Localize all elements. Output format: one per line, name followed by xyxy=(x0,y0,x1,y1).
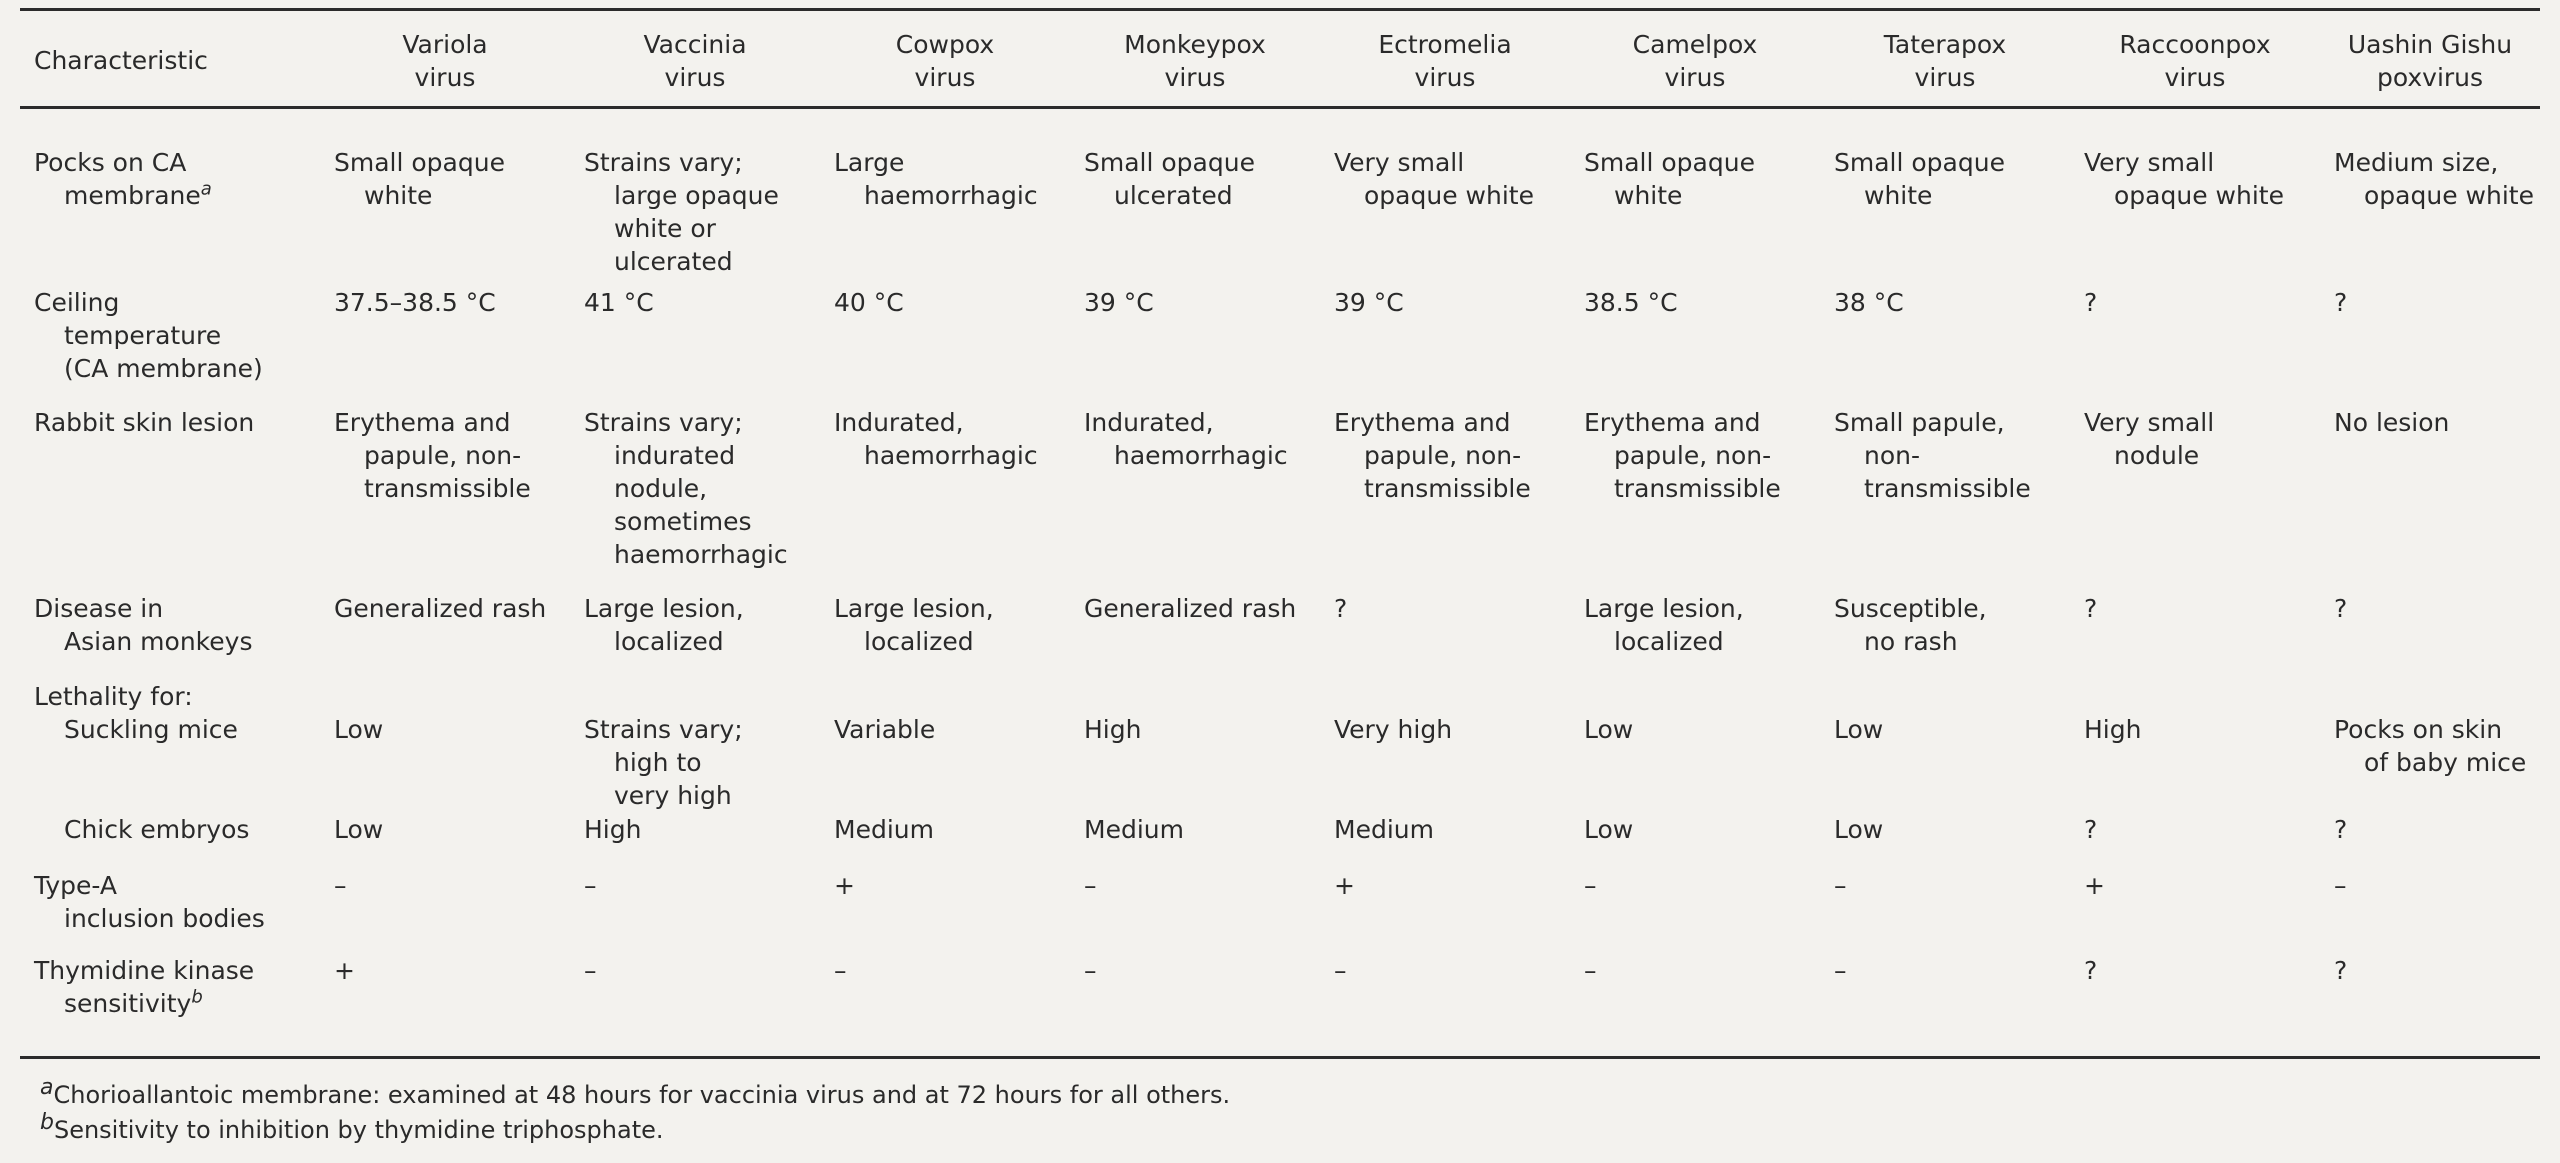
table-cell: ? xyxy=(1334,594,1348,623)
table-cell: Indurated, haemorrhagic xyxy=(834,408,1038,470)
table-cell: No lesion xyxy=(2334,408,2450,437)
table-cell: + xyxy=(334,956,355,985)
table-cell: Low xyxy=(1584,815,1634,844)
table-cell: Large lesion, localized xyxy=(1584,594,1744,656)
table-cell: Erythema and papule, non- transmissible xyxy=(1334,408,1531,503)
table-cell: + xyxy=(834,871,855,900)
table-cell: Medium xyxy=(834,815,934,844)
table-cell: Large haemorrhagic xyxy=(834,148,1038,210)
table-cell: + xyxy=(2084,871,2105,900)
footnote-text: Chorioallantoic membrane: examined at 48 hours for vaccinia virus and at 72 hours for all others. xyxy=(53,1081,1231,1109)
table-row xyxy=(20,680,2540,713)
footnote-marker: b xyxy=(40,1110,54,1135)
column-header: Monkeypox virus xyxy=(1124,30,1266,92)
footnote-marker: b xyxy=(191,986,203,1008)
table-cell: 37.5–38.5 °C xyxy=(334,288,496,317)
table-cell: Strains vary; indurated nodule, sometimes haemorrhagic xyxy=(584,408,788,569)
table-cell xyxy=(1320,680,1570,713)
table-cell: Erythema and papule, non- transmissible xyxy=(1584,408,1781,503)
table-cell xyxy=(570,680,820,713)
footnote-marker: a xyxy=(40,1075,54,1100)
row-label: Disease in Asian monkeys xyxy=(34,594,253,656)
table-cell xyxy=(1820,680,2070,713)
row-label: Pocks on CA membrane$^a$ xyxy=(34,148,212,210)
table-cell: – xyxy=(584,871,597,900)
table-cell: Susceptible, no rash xyxy=(1834,594,1987,656)
table-cell: Large lesion, localized xyxy=(584,594,744,656)
column-header: Cowpox virus xyxy=(895,30,995,92)
table-cell: – xyxy=(2334,871,2347,900)
top-rule xyxy=(20,8,2540,11)
table-cell: Medium xyxy=(1084,815,1184,844)
document-page xyxy=(20,0,2540,1163)
table-row xyxy=(20,406,2540,592)
table-cell: Generalized rash xyxy=(1084,594,1297,623)
column-header: Vaccinia virus xyxy=(643,30,747,92)
column-header: Camelpox virus xyxy=(1632,30,1758,92)
table-cell xyxy=(2320,680,2540,713)
table-cell: Low xyxy=(334,815,384,844)
table-cell: + xyxy=(1334,871,1355,900)
row-label: Suckling mice xyxy=(64,715,238,744)
table-cell: Large lesion, localized xyxy=(834,594,994,656)
table-cell: 39 °C xyxy=(1084,288,1154,317)
table-cell: Medium xyxy=(1334,815,1434,844)
table-cell: Indurated, haemorrhagic xyxy=(1084,408,1288,470)
footnote-marker: a xyxy=(200,178,212,200)
table-cell xyxy=(320,680,570,713)
table-cell: High xyxy=(1084,715,1142,744)
table-row xyxy=(20,286,2540,406)
row-label: Type-A inclusion bodies xyxy=(34,871,265,933)
table-cell: Strains vary; large opaque white or ulcerated xyxy=(584,148,779,276)
table-cell xyxy=(820,680,1070,713)
table-cell: Variable xyxy=(834,715,936,744)
table-footnotes xyxy=(40,1075,1231,1148)
table-cell: Small opaque ulcerated xyxy=(1084,148,1255,210)
table-cell: 39 °C xyxy=(1334,288,1404,317)
row-label: Ceiling temperature (CA membrane) xyxy=(34,288,263,383)
table-cell: 38 °C xyxy=(1834,288,1904,317)
header-row xyxy=(20,18,2540,126)
table-cell: Small opaque white xyxy=(1834,148,2005,210)
table-cell: Very small opaque white xyxy=(1334,148,1534,210)
table-cell: Small papule, non- transmissible xyxy=(1834,408,2031,503)
table-cell: Strains vary; high to very high xyxy=(584,715,743,810)
table-cell: – xyxy=(1834,871,1847,900)
table-cell: Low xyxy=(1834,815,1884,844)
table-cell xyxy=(1070,680,1320,713)
table-cell: – xyxy=(1584,956,1597,985)
row-label: Chick embryos xyxy=(64,815,250,844)
row-label: Rabbit skin lesion xyxy=(34,408,255,437)
row-label: Thymidine kinase sensitivity$^b$ xyxy=(34,956,255,1018)
table-cell: Low xyxy=(334,715,384,744)
column-header: Characteristic xyxy=(34,46,208,75)
table-row xyxy=(20,592,2540,680)
table-cell: ? xyxy=(2084,594,2098,623)
table-cell: – xyxy=(334,871,347,900)
table-cell: Medium size, opaque white xyxy=(2334,148,2534,210)
table-cell: High xyxy=(2084,715,2142,744)
table-cell: Low xyxy=(1834,715,1884,744)
table-cell xyxy=(2070,680,2320,713)
column-header: Ectromelia virus xyxy=(1378,30,1512,92)
table-cell: – xyxy=(584,956,597,985)
table-row xyxy=(20,869,2540,954)
table-cell: ? xyxy=(2334,288,2348,317)
table-cell: High xyxy=(584,815,642,844)
table-cell: – xyxy=(1334,956,1347,985)
table-cell xyxy=(1570,680,1820,713)
table-cell: Low xyxy=(1584,715,1634,744)
column-header: Taterapox virus xyxy=(1883,30,2007,92)
poxvirus-characteristics-table xyxy=(20,18,2540,1024)
bottom-rule xyxy=(20,1056,2540,1059)
column-header: Variola virus xyxy=(402,30,488,92)
table-cell: Generalized rash xyxy=(334,594,547,623)
footnote-text: Sensitivity to inhibition by thymidine triphosphate. xyxy=(53,1116,664,1144)
footnote xyxy=(40,1110,1230,1148)
table-cell: ? xyxy=(2084,815,2098,844)
table-cell: – xyxy=(1584,871,1597,900)
table-cell: Very small nodule xyxy=(2084,408,2215,470)
table-cell: ? xyxy=(2334,956,2348,985)
table-cell: Very small opaque white xyxy=(2084,148,2284,210)
table-cell: ? xyxy=(2084,288,2098,317)
table-row xyxy=(20,126,2540,286)
footnote xyxy=(40,1075,1231,1113)
table-cell: 40 °C xyxy=(834,288,904,317)
table-cell: ? xyxy=(2084,956,2098,985)
table-row xyxy=(20,713,2540,813)
table-cell: Erythema and papule, non- transmissible xyxy=(334,408,531,503)
table-cell: Small opaque white xyxy=(1584,148,1755,210)
column-header: Uashin Gishu poxvirus xyxy=(2347,30,2513,92)
table-row xyxy=(20,813,2540,869)
table-cell: Small opaque white xyxy=(334,148,505,210)
row-label: Lethality for: xyxy=(34,682,193,711)
table-cell: ? xyxy=(2334,815,2348,844)
table-cell: 38.5 °C xyxy=(1584,288,1678,317)
table-cell: – xyxy=(1084,956,1097,985)
table-row xyxy=(20,954,2540,1024)
table-cell: 41 °C xyxy=(584,288,654,317)
table-cell: ? xyxy=(2334,594,2348,623)
table-cell: – xyxy=(1834,956,1847,985)
table-cell: – xyxy=(1084,871,1097,900)
table-cell: Pocks on skin of baby mice xyxy=(2334,715,2527,777)
table-cell: Very high xyxy=(1334,715,1453,744)
column-header: Raccoonpox virus xyxy=(2119,30,2271,92)
table-cell: – xyxy=(834,956,847,985)
